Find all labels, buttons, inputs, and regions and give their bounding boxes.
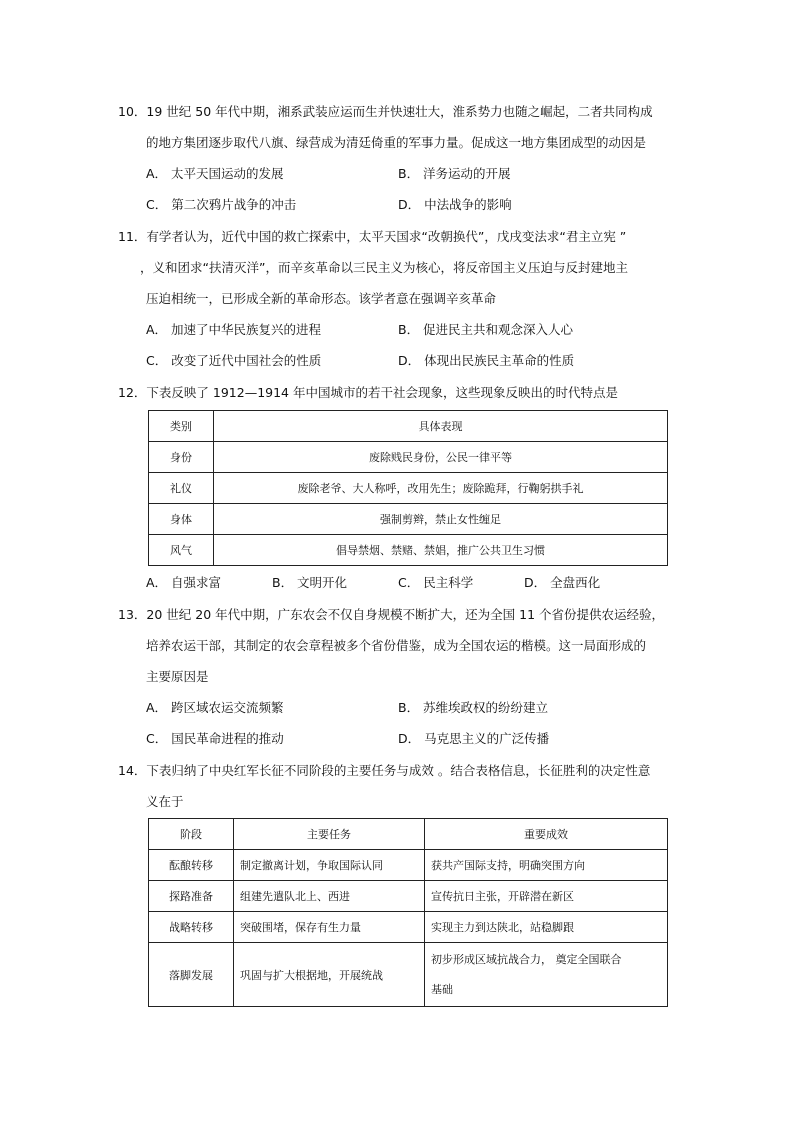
q13-stem-line-1: 13．20 世纪 20 年代中期，广东农会不仅自身规模不断扩大，还为全国 11 个省份提供农运经验，: [118, 607, 664, 622]
q12-table: [148, 410, 668, 566]
q10-stem-line-1: 10．19 世纪 50 年代中期，湘系武装应运而生并快速壮大，淮系势力也随之崛起，二者共同构成: [118, 104, 653, 119]
q12-header-detail: 具体表现: [214, 411, 668, 442]
q11-option-d[interactable]: D． 体现出民族民主革命的性质: [398, 353, 575, 368]
q14-row2-result: 宣传抗日主张，开辟潜在新区: [425, 881, 668, 912]
q13-option-d[interactable]: D． 马克思主义的广泛传播: [398, 731, 550, 746]
table-row: [149, 504, 668, 535]
q12-option-d[interactable]: D． 全盘西化: [524, 575, 601, 590]
q12-row4-detail: 倡导禁烟、禁赌、禁娼，推广公共卫生习惯: [214, 535, 668, 566]
table-row: [149, 442, 668, 473]
q14-header-result: 重要成效: [425, 819, 668, 850]
q12-row3-detail: 强制剪辫，禁止女性缠足: [214, 504, 668, 535]
q12-option-c[interactable]: C． 民主科学: [398, 575, 474, 590]
table-row: [149, 881, 668, 912]
q13-stem-line-2: 培养农运干部，其制定的农会章程被多个省份借鉴，成为全国农运的楷模。这一局面形成的: [146, 638, 647, 653]
q11-stem-line-2: ，义和团求“扶清灭洋”，而辛亥革命以三民主义为核心，将反帝国主义压迫与反封建地主: [140, 260, 628, 275]
table-row: [149, 943, 668, 1007]
q14-row4-result: [425, 943, 668, 1007]
table-row: [149, 473, 668, 504]
q14-row3-task: 突破围堵，保存有生力量: [234, 912, 425, 943]
q13-option-a[interactable]: A． 跨区域农运交流频繁: [146, 700, 284, 715]
q11-stem-line-1: 11．有学者认为，近代中国的救亡探索中，太平天国求“改朝换代”，戊戌变法求“君主立宪 ”: [118, 229, 627, 244]
q12-row1-category: 身份: [149, 442, 214, 473]
q14-stem-line-1: 14．下表归纳了中央红军长征不同阶段的主要任务与成效 。结合表格信息，长征胜利的决定性意: [118, 763, 651, 778]
q14-table-header-row: [149, 819, 668, 850]
q14-row2-task: 组建先遣队北上、西进: [234, 881, 425, 912]
q13-option-b[interactable]: B． 苏维埃政权的纷纷建立: [398, 700, 549, 715]
q10-option-c[interactable]: C． 第二次鸦片战争的冲击: [146, 197, 297, 212]
table-row: [149, 535, 668, 566]
q12-option-b[interactable]: B． 文明开化: [272, 575, 348, 590]
q12-row4-category: 风气: [149, 535, 214, 566]
q14-header-stage: 阶段: [149, 819, 234, 850]
q10-option-b[interactable]: B． 洋务运动的开展: [398, 166, 511, 181]
q14-row4-result-line-2: 基础: [431, 982, 453, 996]
q11-stem-line-3: 压迫相统一，已形成全新的革命形态。该学者意在强调辛亥革命: [146, 291, 497, 306]
q14-row4-stage: 落脚发展: [149, 943, 234, 1007]
q11-option-c[interactable]: C． 改变了近代中国社会的性质: [146, 353, 322, 368]
q10-stem-line-2: 的地方集团逐步取代八旗、绿营成为清廷倚重的军事力量。促成这一地方集团成型的动因是: [146, 135, 647, 150]
q13-stem-line-3: 主要原因是: [146, 669, 209, 684]
q14-stem-line-2: 义在于: [146, 794, 184, 809]
q14-header-task: 主要任务: [234, 819, 425, 850]
q11-option-a[interactable]: A． 加速了中华民族复兴的进程: [146, 322, 322, 337]
q12-option-a[interactable]: A． 自强求富: [146, 575, 222, 590]
q12-row3-category: 身体: [149, 504, 214, 535]
q10-option-d[interactable]: D． 中法战争的影响: [398, 197, 512, 212]
table-row: [149, 912, 668, 943]
q14-row3-stage: 战略转移: [149, 912, 234, 943]
q13-option-c[interactable]: C． 国民革命进程的推动: [146, 731, 284, 746]
q14-row3-result: 实现主力到达陕北，站稳脚跟: [425, 912, 668, 943]
q11-option-b[interactable]: B． 促进民主共和观念深入人心: [398, 322, 574, 337]
q12-row1-detail: 废除贱民身份，公民一律平等: [214, 442, 668, 473]
q14-row4-task: 巩固与扩大根据地，开展统战: [234, 943, 425, 1007]
q12-table-header-row: [149, 411, 668, 442]
q12-row2-detail: 废除老爷、大人称呼，改用先生；废除跪拜，行鞠躬拱手礼: [214, 473, 668, 504]
q12-header-category: 类别: [149, 411, 214, 442]
table-row: [149, 850, 668, 881]
q10-option-a[interactable]: A． 太平天国运动的发展: [146, 166, 284, 181]
q14-table: [148, 818, 668, 1007]
q14-row1-result: 获共产国际支持，明确突围方向: [425, 850, 668, 881]
q14-row4-result-line-1: 初步形成区域抗战合力， 奠定全国联合: [431, 952, 622, 966]
q14-row1-stage: 酝酿转移: [149, 850, 234, 881]
q12-stem-line-1: 12．下表反映了 1912—1914 年中国城市的若干社会现象，这些现象反映出的时代特点是: [118, 385, 618, 400]
q12-row2-category: 礼仪: [149, 473, 214, 504]
q14-row2-stage: 探路准备: [149, 881, 234, 912]
q14-row1-task: 制定撤离计划，争取国际认同: [234, 850, 425, 881]
